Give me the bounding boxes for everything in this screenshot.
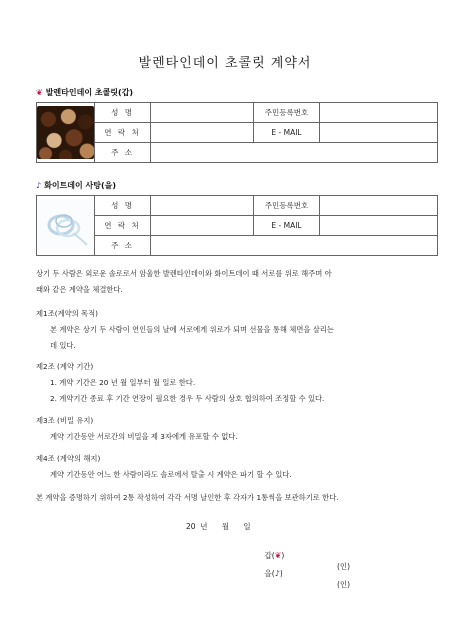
signature-party-b [255,559,351,597]
candy-image-cell [37,196,95,256]
contact-label: 연 락 처 [95,123,151,143]
address-field[interactable] [151,236,438,256]
email-field[interactable] [320,123,438,143]
chocolate-image [37,106,94,159]
party-b-heading-text: 화이트데이 사탕(을) [44,181,117,190]
article-title: 제1조(계약의 목적) [36,309,98,318]
intro-line: 상기 두 사람은 외로운 솔로로서 암울한 발렌타인데이와 화이트데이 때 서로를 위로 해주며 아 [36,269,332,278]
party-label: 을( [264,569,275,578]
heart-icon: ❦ [36,87,43,97]
intro-paragraph [36,266,416,298]
party-a-table [36,102,438,163]
article-line: 2. 계약기간 종료 후 기간 연장이 필요한 경우 두 사람의 상호 협의하여 조정할 수 있다. [50,394,325,403]
article-title: 제3조 (비밀 유지) [36,416,94,425]
party-a-heading [36,87,133,98]
party-a-heading-text: 발렌타인데이 초콜릿(갑) [45,88,134,97]
article-line: 데 있다. [50,341,76,350]
article-line: 본 계약은 상기 두 사람이 연인들의 날에 서로에게 위로가 되며 선물을 통해 체면을 살리는 [50,325,334,334]
address-field[interactable] [151,143,438,163]
party-b-heading [36,180,116,191]
email-field[interactable] [320,216,438,236]
music-note-icon: ♪ [274,569,280,578]
party-label: 갑( [264,551,275,560]
seal-mark: (인) [337,580,351,589]
article-line: 계약 기간동안 어느 한 사람이라도 솔로에서 탈출 시 계약은 파기 할 수 있다. [50,470,292,479]
music-note-icon: ♪ [36,180,42,190]
seal-mark: (인) [337,562,351,571]
candy-ribbon-image [37,199,94,252]
intro-line: 래와 같은 계약을 체결한다. [36,285,123,294]
contract-date: 20 년 월 일 [186,522,251,531]
resident-number-field[interactable] [320,103,438,123]
article-2 [36,359,416,407]
email-label: E - MAIL [254,123,320,143]
resident-number-field[interactable] [320,196,438,216]
page-title: 발렌타인데이 초콜릿 계약서 [138,56,312,71]
address-label: 주 소 [95,143,151,163]
article-line: 1. 계약 기간은 20 년 월 일부터 월 일로 한다. [50,378,196,387]
chocolate-image-cell [37,103,95,163]
article-4 [36,451,416,483]
article-title: 제4조 (계약의 해지) [36,454,101,463]
name-field[interactable] [151,196,254,216]
name-label: 성 명 [95,103,151,123]
resident-number-label: 주민등록번호 [254,196,320,216]
contact-field[interactable] [151,123,254,143]
closing-line: 본 계약을 증명하기 위하여 2통 작성하여 각각 서명 날인한 후 각자가 1통씩을 보관하기로 한다. [36,493,339,502]
article-line: 계약 기간동안 서로간의 비밀을 제 3자에게 유포할 수 없다. [50,432,238,441]
contact-field[interactable] [151,216,254,236]
party-label-close: ) [279,569,283,578]
name-label: 성 명 [95,196,151,216]
article-1 [36,306,416,354]
name-field[interactable] [151,103,254,123]
article-3 [36,413,416,445]
email-label: E - MAIL [254,216,320,236]
address-label: 주 소 [95,236,151,256]
resident-number-label: 주민등록번호 [254,103,320,123]
closing-statement [36,490,416,506]
contact-label: 연 락 처 [95,216,151,236]
article-title: 제2조 (계약 기간) [36,362,94,371]
party-b-table [36,195,438,256]
heart-icon: ❦ [274,551,282,560]
party-label-close: ) [281,551,285,560]
